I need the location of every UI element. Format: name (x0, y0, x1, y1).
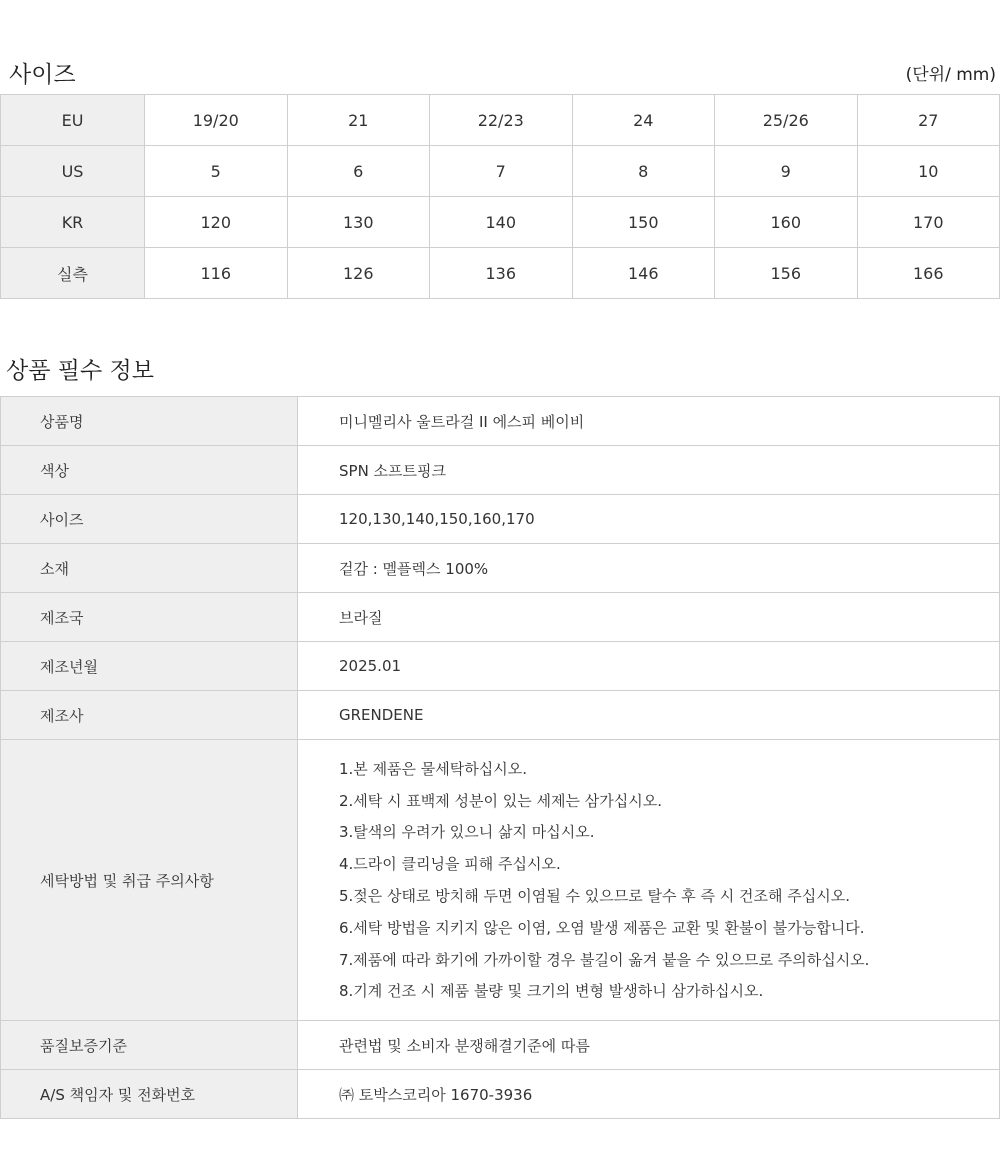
care-row (1, 740, 1000, 1021)
size-cell: 160 (715, 197, 858, 248)
size-row-eu (1, 95, 1000, 146)
as-contact-value: ㈜ 토박스코리아 1670-3936 (298, 1070, 1000, 1119)
size-cell: 130 (287, 197, 430, 248)
care-instruction-item: 3.탈색의 우려가 있으니 삶지 마십시오. (339, 823, 595, 842)
info-section-title: 상품 필수 정보 (6, 358, 154, 384)
as-contact-label: A/S 책임자 및 전화번호 (1, 1070, 298, 1119)
info-label: 색상 (1, 446, 298, 495)
quality-value: 관련법 및 소비자 분쟁해결기준에 따름 (298, 1021, 1000, 1070)
info-row (1, 593, 1000, 642)
size-cell: 10 (857, 146, 1000, 197)
info-label: 상품명 (1, 397, 298, 446)
size-cell: 21 (287, 95, 430, 146)
info-row (1, 642, 1000, 691)
size-cell: 140 (430, 197, 573, 248)
info-value: 미니멜리사 울트라걸 II 에스피 베이비 (298, 397, 1000, 446)
info-label: 사이즈 (1, 495, 298, 544)
size-cell: 19/20 (145, 95, 288, 146)
size-cell: 146 (572, 248, 715, 299)
care-instruction-item: 1.본 제품은 물세탁하십시오. (339, 759, 528, 778)
size-row-us (1, 146, 1000, 197)
info-label: 제조년월 (1, 642, 298, 691)
info-label: 제조사 (1, 691, 298, 740)
size-row-label: EU (1, 95, 145, 146)
quality-label: 품질보증기준 (1, 1021, 298, 1070)
size-cell: 136 (430, 248, 573, 299)
size-cell: 25/26 (715, 95, 858, 146)
info-label: 제조국 (1, 593, 298, 642)
care-label: 세탁방법 및 취급 주의사항 (1, 740, 298, 1021)
size-cell: 24 (572, 95, 715, 146)
size-cell: 166 (857, 248, 1000, 299)
care-instruction-item: 4.드라이 클리닝을 피해 주십시오. (339, 855, 561, 874)
care-instruction-item: 6.세탁 방법을 지키지 않은 이염, 오염 발생 제품은 교환 및 환불이 불가능합니다. (339, 918, 865, 937)
size-row-실측 (1, 248, 1000, 299)
info-value: 2025.01 (298, 642, 1000, 691)
size-table (0, 94, 1000, 299)
size-cell: 116 (145, 248, 288, 299)
size-cell: 170 (857, 197, 1000, 248)
info-row (1, 495, 1000, 544)
size-section-header (0, 56, 1000, 94)
size-row-label: US (1, 146, 145, 197)
product-info-table (0, 396, 1000, 1119)
size-cell: 150 (572, 197, 715, 248)
care-instructions-list (339, 752, 999, 1008)
care-instruction-item: 8.기계 건조 시 제품 불량 및 크기의 변형 발생하니 삼가하십시오. (339, 982, 764, 1001)
info-value: GRENDENE (298, 691, 1000, 740)
info-row (1, 446, 1000, 495)
info-row (1, 397, 1000, 446)
size-row-label: KR (1, 197, 145, 248)
size-section-title: 사이즈 (9, 62, 76, 88)
info-value: 120,130,140,150,160,170 (298, 495, 1000, 544)
care-instruction-item: 5.젖은 상태로 방치해 두면 이염될 수 있으므로 탈수 후 즉 시 건조해 주십시오. (339, 887, 850, 905)
info-row (1, 691, 1000, 740)
care-value (298, 740, 1000, 1021)
info-row (1, 544, 1000, 593)
care-instruction-item: 2.세탁 시 표백제 성분이 있는 세제는 삼가십시오. (339, 791, 662, 810)
size-cell: 120 (145, 197, 288, 248)
size-row-label: 실측 (1, 248, 145, 299)
size-cell: 5 (145, 146, 288, 197)
size-cell: 7 (430, 146, 573, 197)
size-cell: 126 (287, 248, 430, 299)
size-cell: 27 (857, 95, 1000, 146)
info-label: 소재 (1, 544, 298, 593)
size-unit-label: (단위/ mm) (905, 65, 996, 85)
size-cell: 156 (715, 248, 858, 299)
size-cell: 9 (715, 146, 858, 197)
size-cell: 6 (287, 146, 430, 197)
size-cell: 22/23 (430, 95, 573, 146)
size-cell: 8 (572, 146, 715, 197)
size-row-kr (1, 197, 1000, 248)
info-value: SPN 소프트핑크 (298, 446, 1000, 495)
info-value: 겉감 : 멜플렉스 100% (298, 544, 1000, 593)
quality-row (1, 1021, 1000, 1070)
care-instruction-item: 7.제품에 따라 화기에 가까이할 경우 불길이 옮겨 붙을 수 있으므로 주의하십시오. (339, 950, 870, 969)
info-value: 브라질 (298, 593, 1000, 642)
as-contact-row (1, 1070, 1000, 1119)
